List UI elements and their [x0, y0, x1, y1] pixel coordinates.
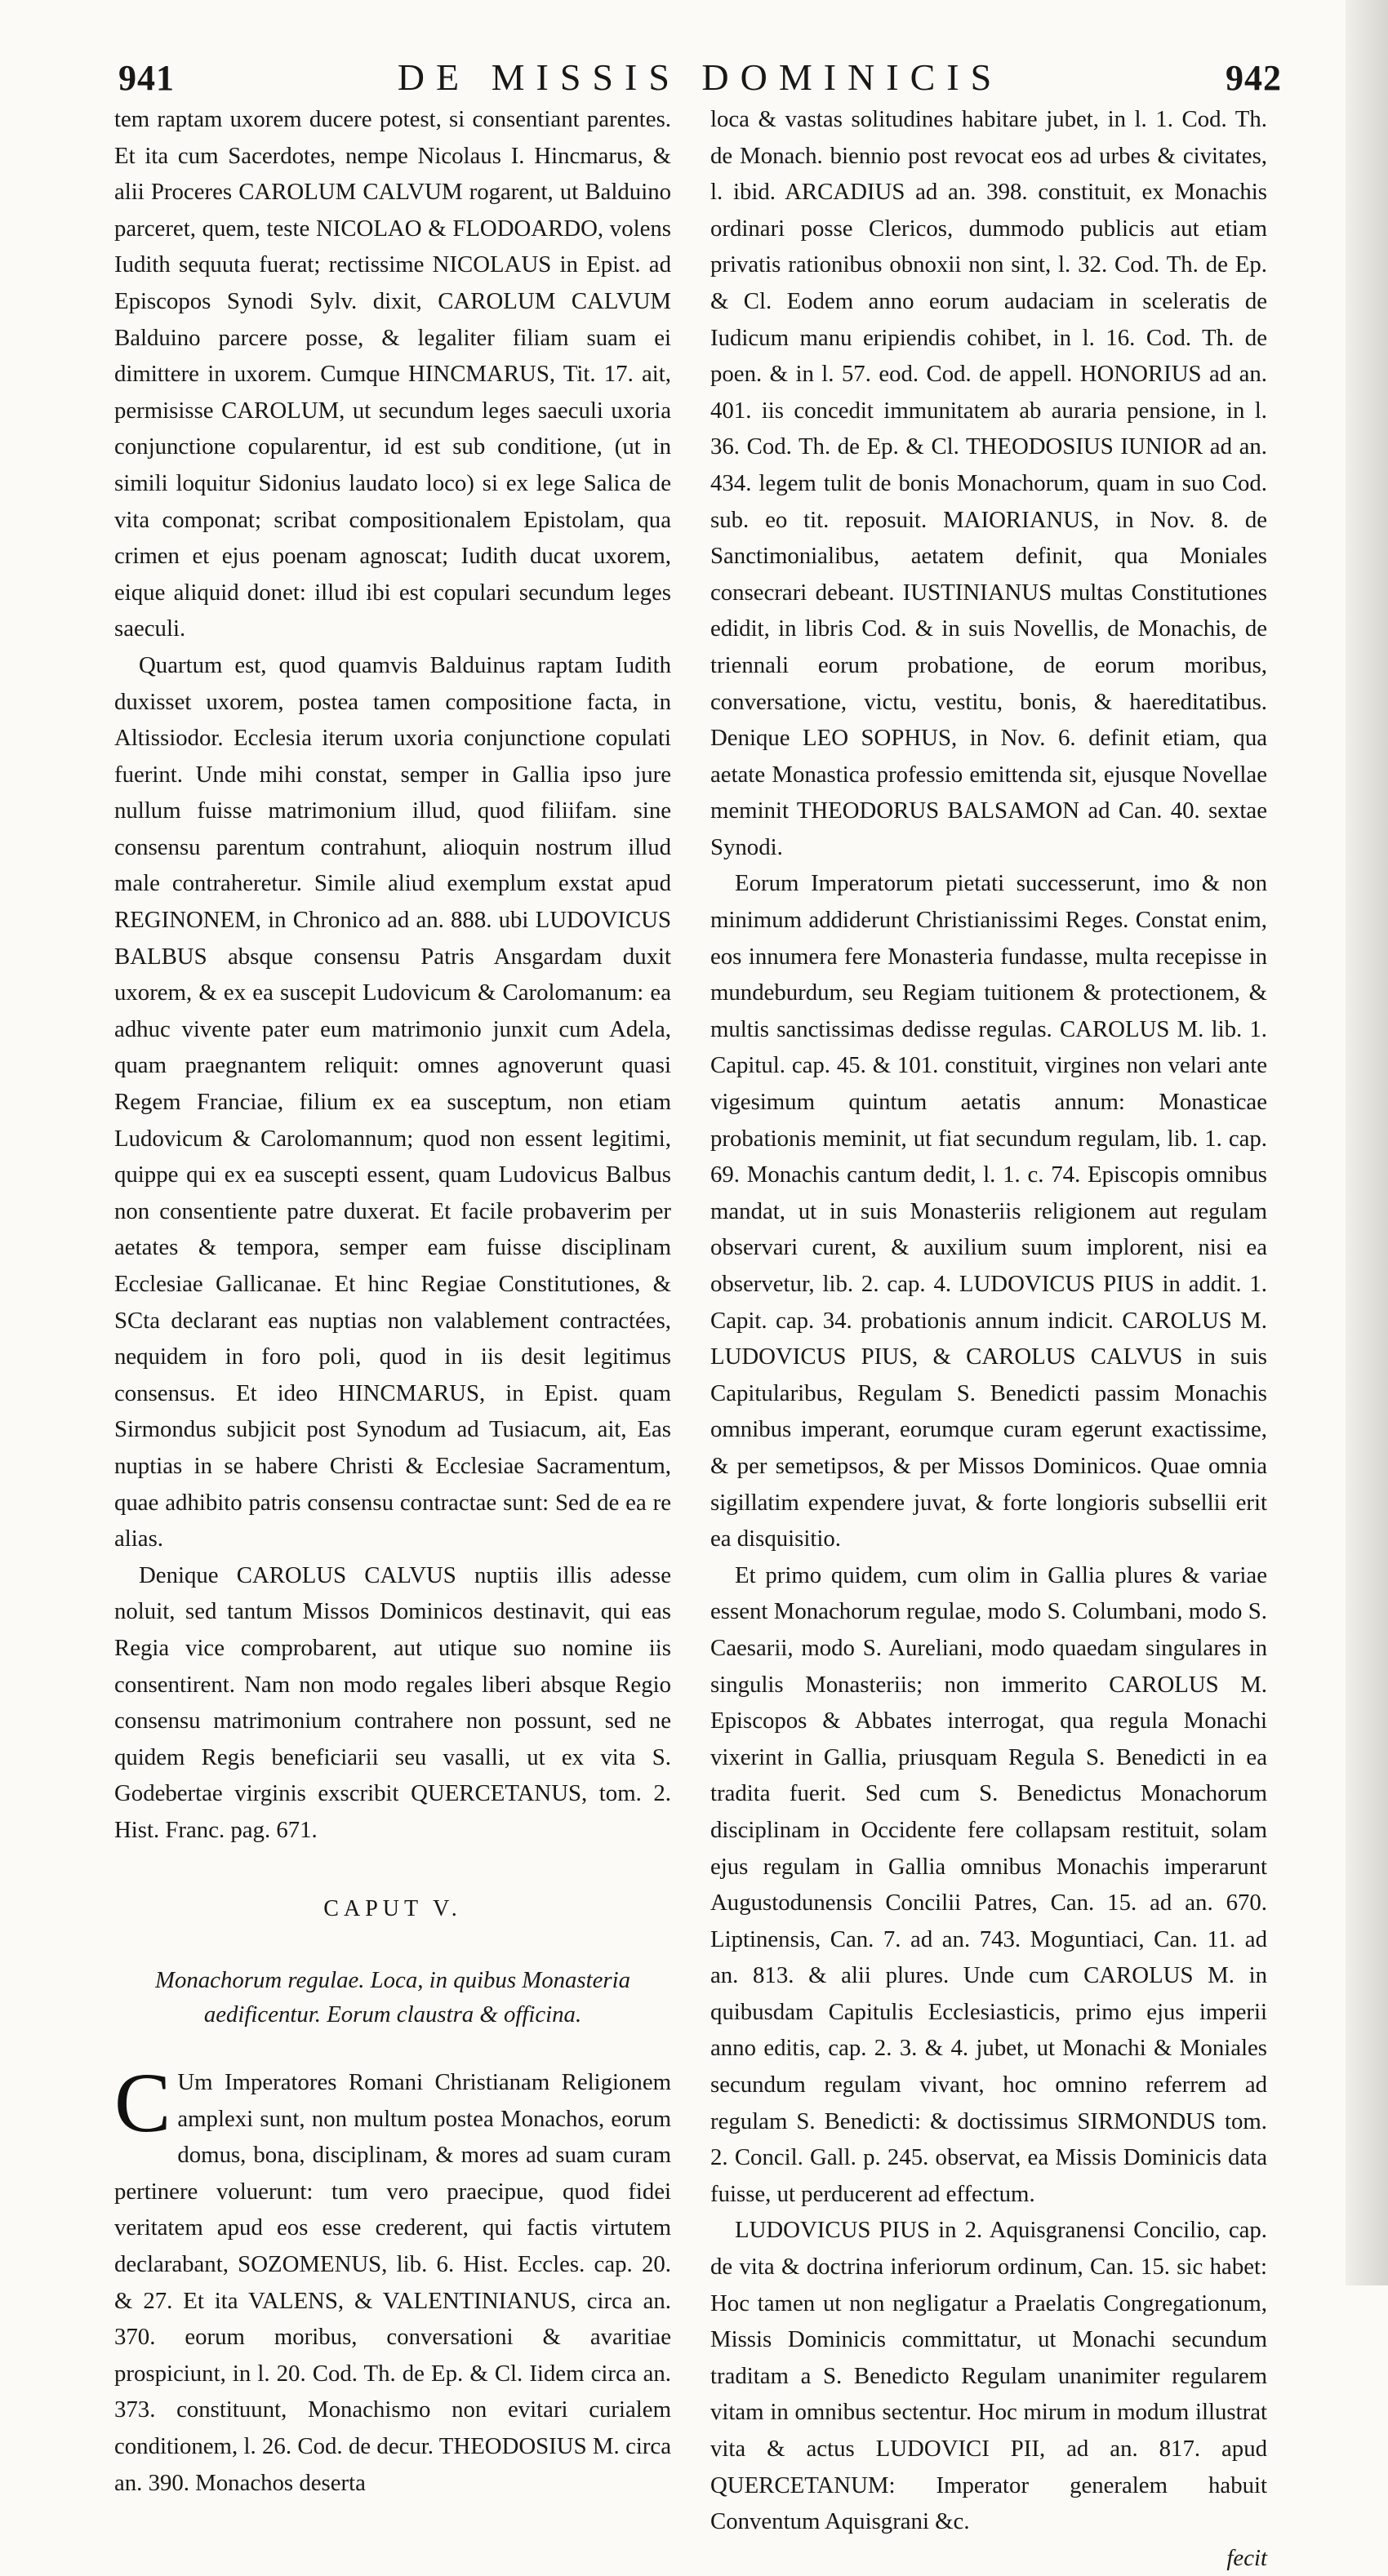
right-column: [710, 101, 1267, 2576]
running-header: [118, 57, 1282, 106]
paragraph: Quartum est, quod quamvis Balduinus raptam Iudith duxisset uxorem, postea tamen compositione facta, in Altissiodor. Ecclesia iterum uxoria conjunctione copulati fuerint. Unde mihi constat, semper in Gallia ipso jure nullum fuisse matrimonium illud, quod filiifam. sine consensu parentum contrahunt, alioquin nostrum illud male contraheretur. Simile aliud exemplum exstat apud REGINONEM, in Chronico ad an. 888. ubi LUDOVICUS BALBUS absque consensu Patris Ansgardam duxit uxorem, & ex ea suscepit Ludovicum & Carolomanum: ea adhuc vivente pater eum matrimonio junxit cum Adela, quam praegnantem reliquit: omnes agnoverunt quasi Regem Franciae, filium ex ea susceptum, non etiam Ludovicum & Carolomannum; quod non essent legitimi, quippe qui ex ea suscepti essent, quam Ludovicus Balbus non consentiente patre duxerat. Et facile probaverim per aetates & tempora, semper eam fuisse disciplinam Ecclesiae Gallicanae. Et hinc Regiae Constitutiones, & SCta declarant eas nuptias non valablement contractées, nequidem in foro poli, quod in iis desit legitimus consensus. Et ideo HINCMARUS, in Epist. quam Sirmondus subjicit post Synodum ad Tusiacum, ait, Eas nuptias in se habere Christi & Ecclesiae Sacramentum, quae adhibito patris consensu contractae sunt: Sed de ea re alias.: [114, 651, 671, 1552]
page-number-right: 942: [1226, 58, 1282, 98]
page-number-left: 941: [118, 58, 175, 98]
page-edge-shadow: [1346, 0, 1388, 2285]
catchword: fecit: [1226, 2544, 1267, 2571]
paragraph-text: Um Imperatores Romani Christianam Religionem amplexi sunt, non multum postea Monachos, eorum domus, bona, disciplinam, & mores ad suam curam pertinere voluerunt: tum vero praecipue, quod fidei veritatem apud eos esse crederent, qui factis virtutem declarabant, SOZOMENUS, lib. 6. Hist. Eccles. cap. 20. & 27. Et ita VALENS, & VALENTINIANUS, circa an. 370. eorum moribus, conversationi & avaritiae prospiciunt, in l. 20. Cod. Th. de Ep. & Cl. Iidem circa an. 373. constituunt, Monachismo non evitari curialem conditionem, l. 26. Cod. de decur. THEODOSIUS M. circa an. 390. Monachos deserta: [114, 2069, 671, 2496]
paragraph: LUDOVICUS PIUS in 2. Aquisgranensi Concilio, cap. de vita & doctrina inferiorum ordinum, Can. 15. sic habet: Hoc tamen ut non negligatur a Praelatis Congregationum, Missis Dominicis committatur, ut Monachi secundum traditam a S. Benedicto Regulam unanimiter regularem vitam in omnibus sectentur. Hoc mirum in modum illustrat vita & actus LUDOVICI PII, ad an. 817. apud QUERCETANUM: Imperator generalem habuit Conventum Aquisgrani &c.: [710, 2217, 1267, 2535]
paragraph: tem raptam uxorem ducere potest, si consentiant parentes. Et ita cum Sacerdotes, nempe Nicolaus I. Hincmarus, & alii Proceres CAROLUM CALVUM rogarent, ut Balduino parceret, quem, teste NICOLAO & FLODOARDO, volens Iudith sequuta fuerat; rectissime NICOLAUS in Epist. ad Episcopos Synodi Sylv. dixit, CAROLUM CALVUM Balduino parcere posse, & legaliter filiam suam ei dimittere in uxorem. Cumque HINCMARUS, Tit. 17. ait, permisisse CAROLUM, ut secundum leges saeculi uxoria conjunctione copularentur, id est sub conditione, (ut in simili loquitur Sidonius laudato loco) si ex lege Salica de vita componat; scribat compositionalem Epistolam, qua crimen et ejus poenam agnoscat; Iudith ducat uxorem, eique aliquid donet: illud ibi est copulari secundum leges saeculi.: [114, 106, 671, 642]
paragraph: Denique CAROLUS CALVUS nuptiis illis adesse noluit, sed tantum Missos Dominicos destinavit, qui eas Regia vice comprobarent, aut utique suo nomine iis consentirent. Nam non modo regales liberi absque Regio consensu matrimonium contrahere non possunt, sed ne quidem Regis beneficiarii seu vasalli, ut ex vita S. Godebertae virginis exscribit QUERCETANUS, tom. 2. Hist. Franc. pag. 671.: [114, 1561, 671, 1843]
drop-cap-initial: C: [114, 2056, 171, 2151]
running-title: DE MISSIS DOMINICIS: [397, 56, 1003, 98]
paragraph: loca & vastas solitudines habitare jubet, in l. 1. Cod. Th. de Monach. biennio post revocat eos ad urbes & civitates, l. ibid. ARCADIUS ad an. 398. constituit, ex Monachis ordinari posse Clericos, dummodo publicis aut etiam privatis rationibus obnoxii non sint, l. 32. Cod. Th. de Ep. & Cl. Eodem anno eorum audaciam in sceleratis de Iudicum manu eripiendis cohibet, in l. 16. Cod. Th. de poen. & in l. 57. eod. Cod. de appell. HONORIUS ad an. 401. iis concedit immunitatem ab auraria pensione, in l. 36. Cod. Th. de Ep. & Cl. THEODOSIUS IUNIOR ad an. 434. legem tulit de bonis Monachorum, quam in suo Cod. sub. eo tit. reposuit. MAIORIANUS, in Nov. 8. de Sanctimonialibus, aetatem definit, qua Moniales consecrari debeant. IUSTINIANUS multas Constitutiones edidit, in libris Cod. & in suis Novellis, de Monachis, de triennali eorum probatione, de eorum moribus, conversatione, victu, vestitu, bonis, & haereditatibus. Denique LEO SOPHUS, in Nov. 6. definit etiam, qua aetate Monastica professio emittenda sit, ejusque Novellae meminit THEODORUS BALSAMON ad Can. 40. sextae Synodi.: [710, 106, 1267, 860]
paragraph: [114, 2056, 671, 2501]
chapter-summary: Monachorum regulae. Loca, in quibus Monasteria aedificentur. Eorum claustra & officina.: [154, 1967, 631, 2028]
paragraph: Eorum Imperatorum pietati successerunt, imo & non minimum addiderunt Christianissimi Reges. Constat enim, eos innumera fere Monasteria fundasse, multa recepisse in mundeburdum, seu Regiam tuitionem & protectionem, & multis sanctissimas dedisse regulas. CAROLUS M. lib. 1. Capitul. cap. 45. & 101. constituit, virgines non velari ante vigesimum quintum aetatis annum: Monasticae probationis meminit, ut fiat secundum regulam, lib. 1. cap. 69. Monachis cantum dedit, l. 1. c. 74. Episcopis omnibus mandat, ut in suis Monasteriis religionem aut regulam observari curent, & auxilium suum implorent, nisi ea observetur, lib. 2. cap. 4. LUDOVICUS PIUS in addit. 1. Capit. cap. 34. probationis annum indicit. CAROLUS M. LUDOVICUS PIUS, & CAROLUS CALVUS in suis Capitularibus, Regulam S. Benedicti passim Monachis omnibus imperant, eorumque curam egerunt exactissime, & per semetipsos, & per Missos Dominicos. Quae omnia sigillatim expendere juvat, & forte longioris subsellii erit ea disquisitio.: [710, 870, 1267, 1552]
chapter-heading: CAPUT V.: [323, 1895, 462, 1921]
paragraph: Et primo quidem, cum olim in Gallia plures & variae essent Monachorum regulae, modo S. Columbani, modo S. Caesarii, modo S. Aureliani, modo quaedam singulares in singulis Monasteriis; non immerito CAROLUS M. Episcopos & Abbates interrogat, qua regula Monachi vixerint in Gallia, priusquam Regula S. Benedicti in ea tradita fuerit. Sed cum S. Benedictus Monachorum disciplinam in Occidente fere collapsam restituit, solam ejus regulam in Gallia omnibus Monachis imperarunt Augustodunensis Concilii Patres, Can. 15. ad an. 670. Liptinensis, Can. 7. ad an. 743. Moguntiaci, Can. 11. ad an. 813. & alii plures. Unde cum CAROLUS M. in quibusdam Capitulis Ecclesiasticis, primo ejus imperii anno editis, cap. 2. 3. & 4. jubet, ut Monachi & Moniales secundum regulam vivant, hoc omnino referrem ad regulam S. Benedicti: & doctissimus SIRMONDUS tom. 2. Concil. Gall. p. 245. observat, ea Missis Dominicis data fuisse, ut perducerent ad effectum.: [710, 1561, 1267, 2207]
left-column: [114, 101, 671, 2501]
